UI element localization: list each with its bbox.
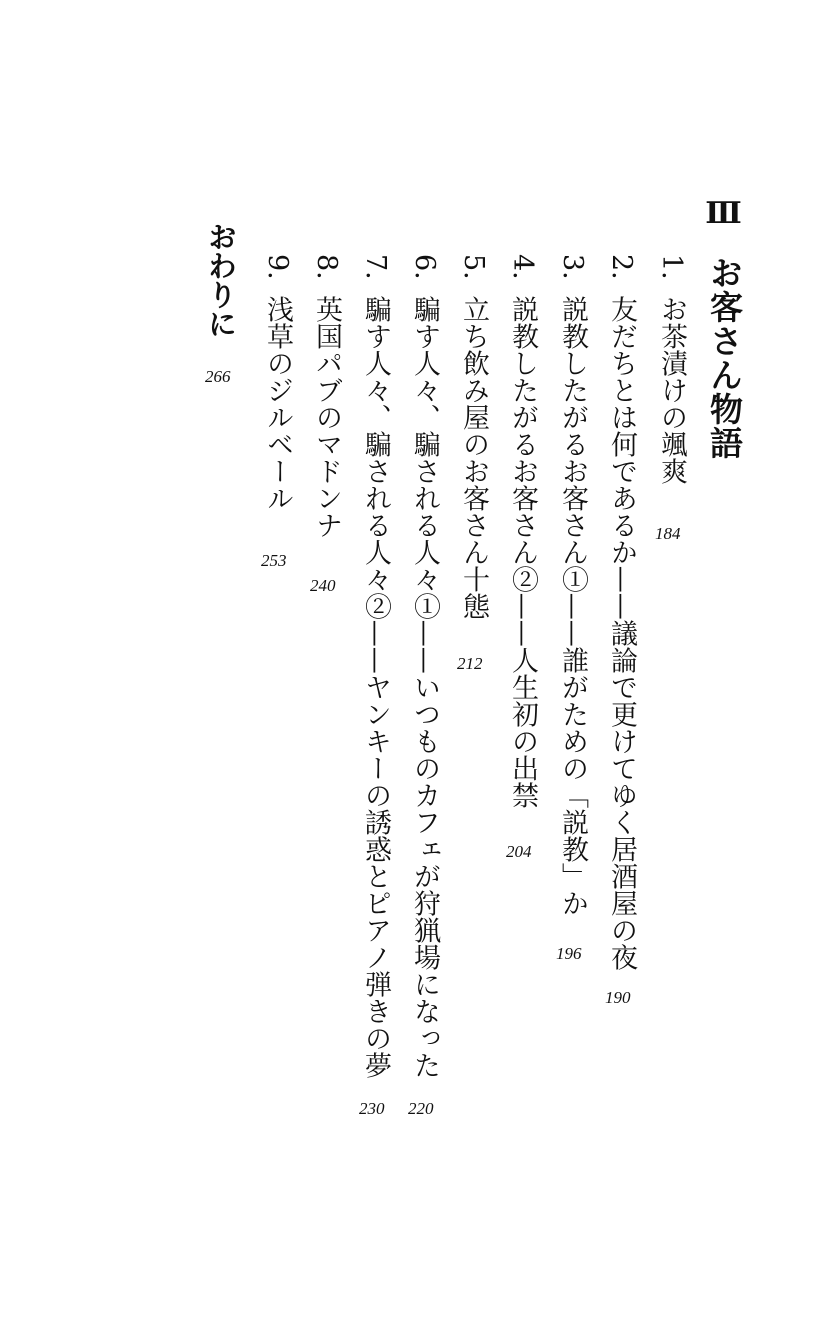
entry-title: 説教したがるお客さん②——人生初の出禁 xyxy=(507,295,538,809)
entry-number: 3. xyxy=(557,254,588,280)
toc-entry-8[interactable] xyxy=(307,254,346,539)
page-number-1: 184 xyxy=(655,524,681,543)
entry-number: 1. xyxy=(656,254,687,280)
entry-number: 5. xyxy=(458,254,489,280)
toc-entry-1[interactable] xyxy=(652,254,691,485)
toc-entry-7[interactable] xyxy=(356,254,395,1079)
entry-title: 浅草のジルベール xyxy=(262,295,293,512)
page-number-5: 212 xyxy=(457,654,483,673)
toc-entry-6[interactable] xyxy=(405,254,444,1079)
page-number-6: 220 xyxy=(408,1099,434,1118)
entry-title: 友だちとは何であるか——議論で更けてゆく居酒屋の夜 xyxy=(606,295,637,971)
toc-entry-5[interactable] xyxy=(454,254,493,620)
toc-entry-2[interactable] xyxy=(602,254,641,971)
page-number-8: 240 xyxy=(310,576,336,595)
toc-entry-9[interactable] xyxy=(258,254,297,512)
entry-number: 6. xyxy=(409,254,440,280)
entry-title: 騙す人々、騙される人々②——ヤンキーの誘惑とピアノ弾きの夢 xyxy=(360,295,391,1079)
page-number-3: 196 xyxy=(556,944,582,963)
entry-number: 2. xyxy=(606,254,637,280)
page-number-7: 230 xyxy=(359,1099,385,1118)
page-number-closing: 266 xyxy=(205,367,231,386)
toc-entry-closing[interactable]: おわりに xyxy=(204,222,238,338)
page-number-2: 190 xyxy=(605,988,631,1007)
toc-entry-3[interactable] xyxy=(553,254,592,917)
entry-title: 説教したがるお客さん①——誰がための「説教」か xyxy=(557,295,588,917)
part-numeral: Ⅲ xyxy=(706,196,741,231)
entry-number: 9. xyxy=(262,254,293,280)
page-number-9: 253 xyxy=(261,551,287,570)
entry-number: 8. xyxy=(311,254,342,280)
part-title: お客さん物語 xyxy=(705,256,744,460)
page-number-4: 204 xyxy=(506,842,532,861)
entry-title: お茶漬けの颯爽 xyxy=(656,295,687,485)
entry-number: 7. xyxy=(360,254,391,280)
entry-title: 立ち飲み屋のお客さん十態 xyxy=(458,295,489,620)
entry-title: 英国パブのマドンナ xyxy=(311,295,342,539)
toc-entry-4[interactable] xyxy=(503,254,542,809)
entry-title: 騙す人々、騙される人々①——いつものカフェが狩猟場になった xyxy=(409,295,440,1079)
entry-number: 4. xyxy=(507,254,538,280)
